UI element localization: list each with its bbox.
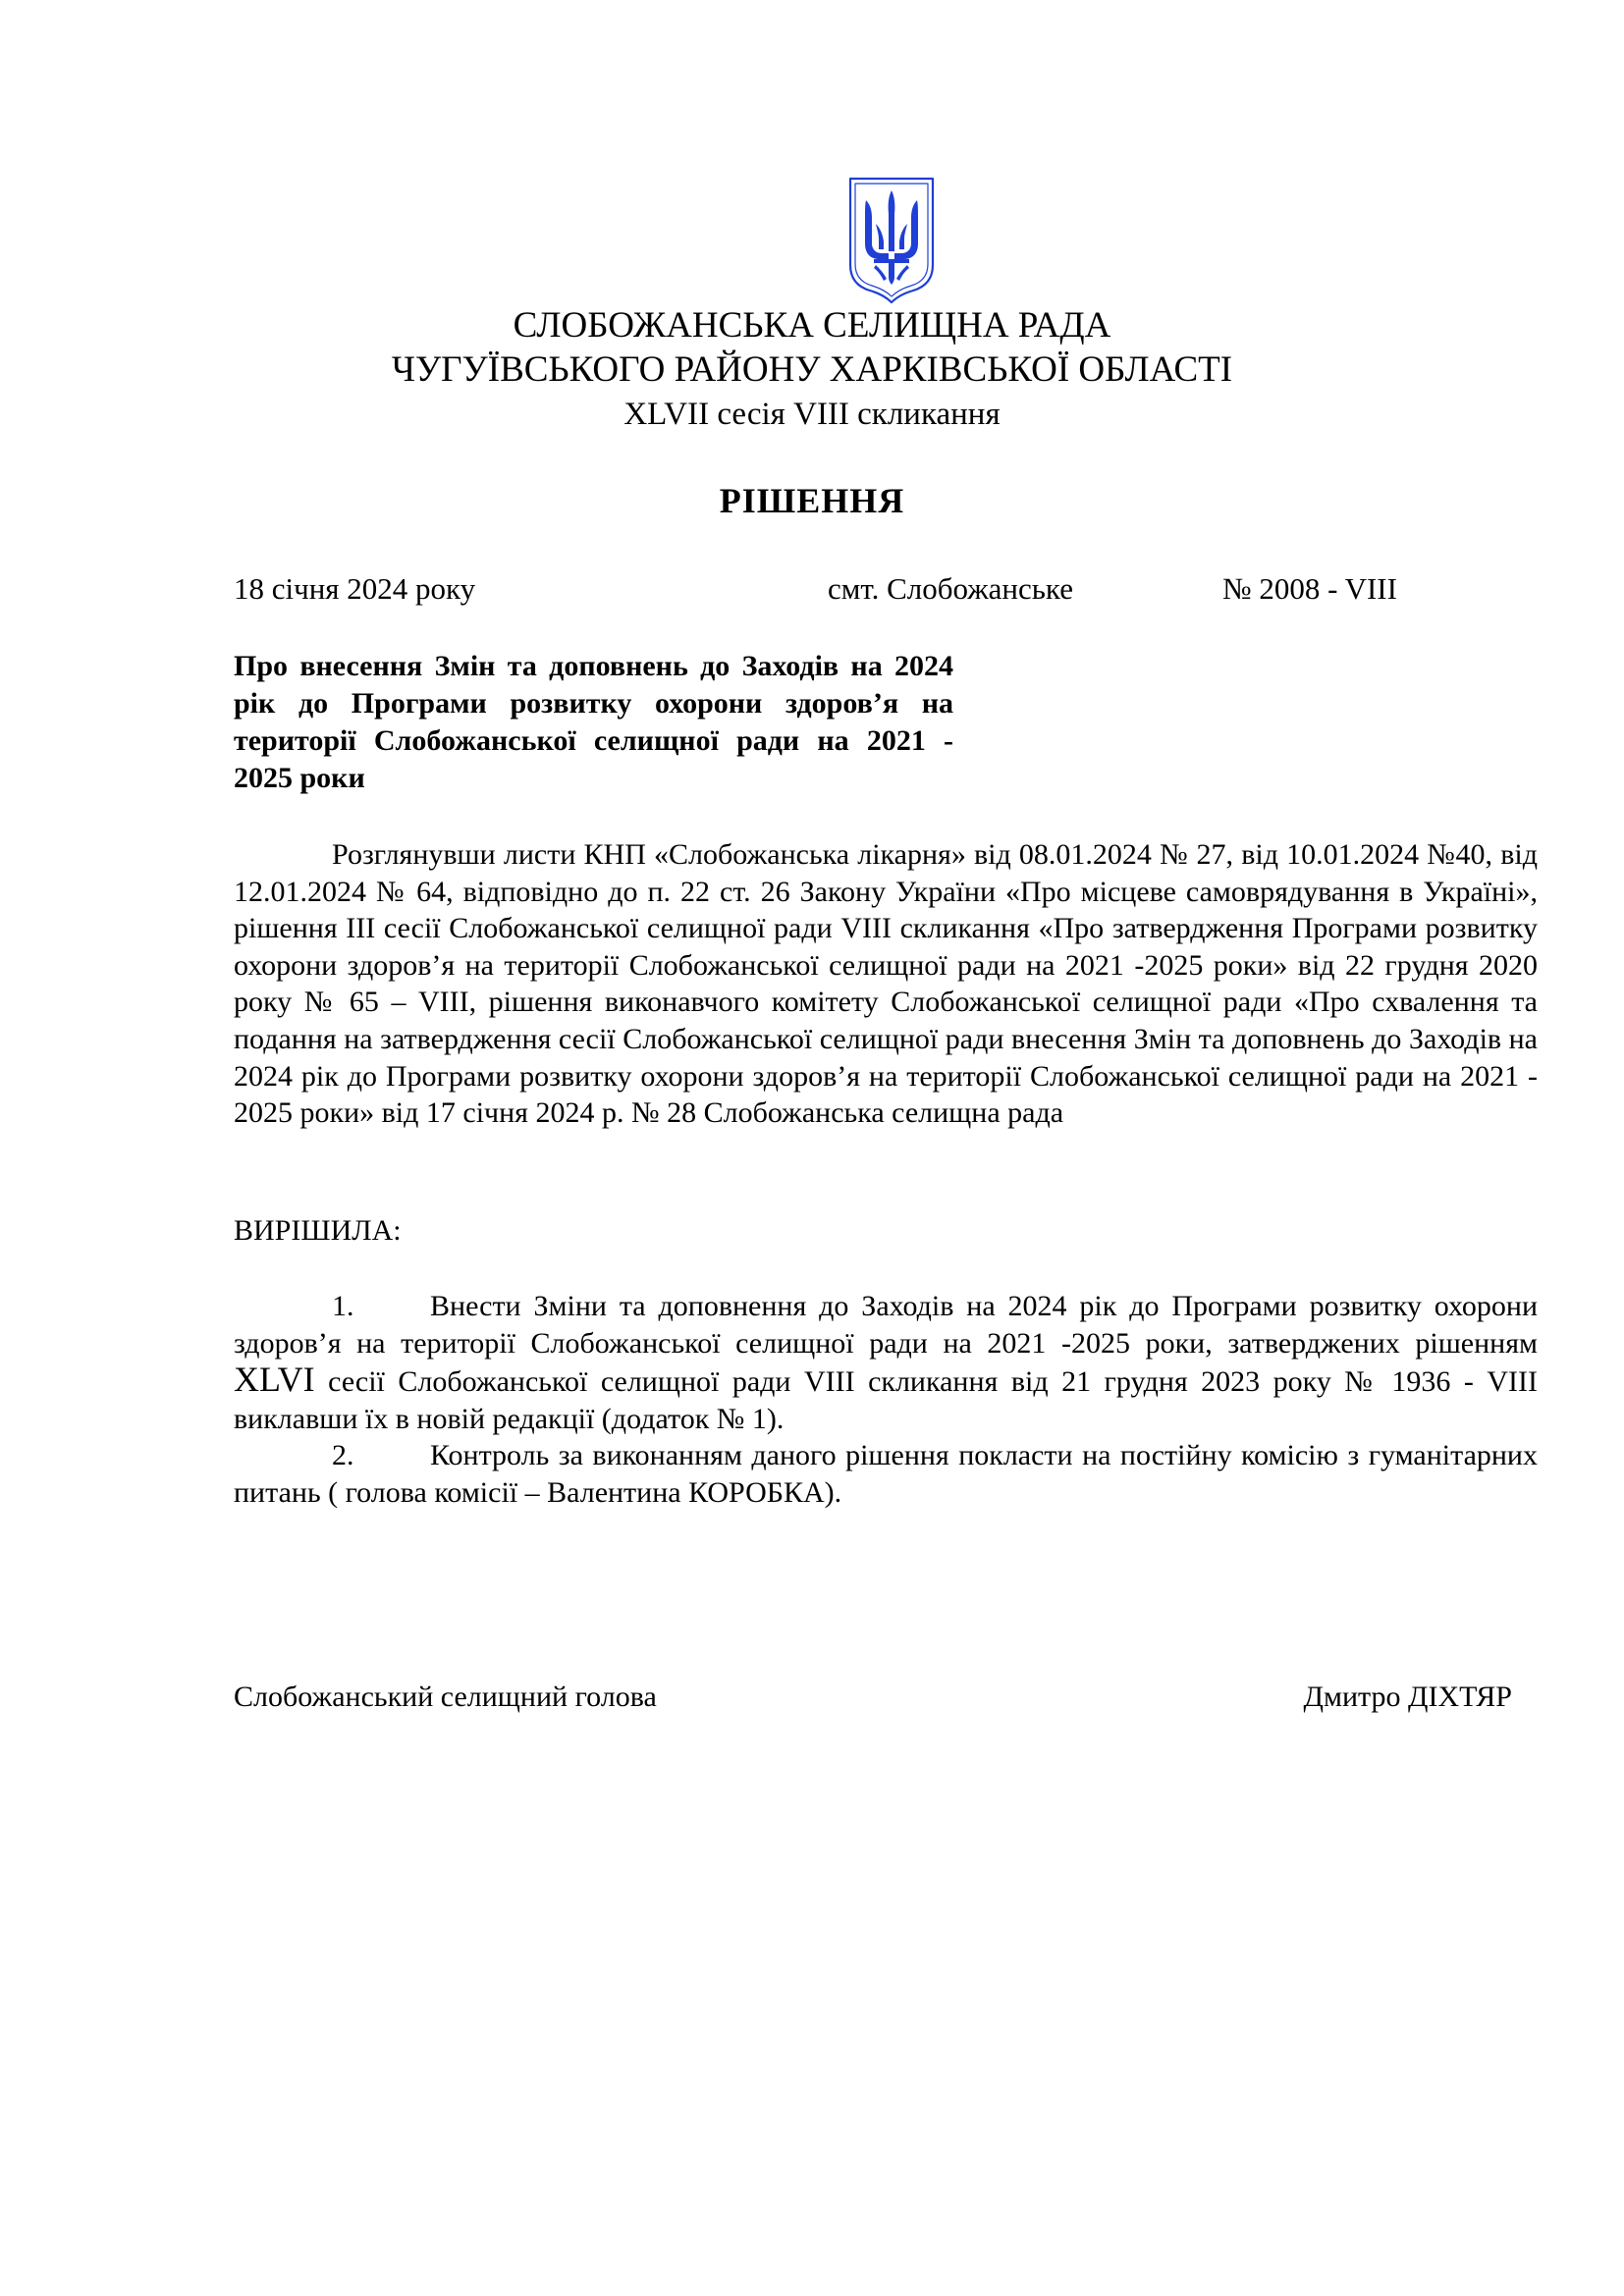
- session-info: XLVII сесія VIII скликання: [623, 397, 1001, 432]
- resolved-label: ВИРІШИЛА:: [234, 1214, 402, 1247]
- item-text: Контроль за виконанням даного рішення покласти на постійну комісію з гуманітарних питань ( голова комісії – Валентина КОРОБКА).: [234, 1439, 1538, 1509]
- council-name: СЛОБОЖАНСЬКА СЕЛИЩНА РАДА: [513, 305, 1111, 346]
- document-title: РІШЕННЯ: [719, 481, 905, 520]
- decision-place: смт. Слобожанське: [828, 571, 1073, 606]
- item-session-roman: XLVI: [234, 1360, 315, 1400]
- signature-name: Дмитро ДІХТЯР: [1303, 1681, 1512, 1713]
- trident-coat-of-arms-icon: [846, 175, 937, 304]
- decision-items: [234, 1288, 1538, 1512]
- decision-item-1: [234, 1288, 1538, 1437]
- decision-date: 18 січня 2024 року: [234, 571, 476, 606]
- preamble-paragraph: Розглянувши листи КНП «Слобожанська лікарня» від 08.01.2024 № 27, від 10.01.2024 №40, від 12.01.2024 № 64, відповідно до п. 22 ст. 26 Закону України «Про місцеве самоврядування в Україні», рішення ІІІ сесії Слобожанської селищної ради VIII скликання «Про затвердження Програми розвитку охорони здоров’я на території Слобожанської селищної ради на 2021 -2025 роки» від 22 грудня 2020 року № 65 – VIII, рішення виконавчого комітету Слобожанської селищної ради «Про схвалення та подання на затвердження сесії Слобожанської селищної ради внесення Змін та доповнень до Заходів на 2024 рік до Програми розвитку охорони здоров’я на території Слобожанської селищної ради на 2021 - 2025 роки» від 17 січня 2024 р. № 28 Слобожанська селищна рада: [234, 838, 1538, 1130]
- decision-item-2: [234, 1437, 1538, 1511]
- council-region: ЧУГУЇВСЬКОГО РАЙОНУ ХАРКІВСЬКОЇ ОБЛАСТІ: [391, 349, 1233, 390]
- signature-position: Слобожанський селищний голова: [234, 1681, 657, 1713]
- decision-subject: Про внесення Змін та доповнень до Заходів на 2024 рік до Програми розвитку охорони здоров’я на території Слобожанської селищної ради на 2021 - 2025 роки: [234, 650, 953, 794]
- item-text-part: сесії Слобожанської селищної ради VIII скликання від 21 грудня 2023 року № 1936 - VIII виклавши їх в новій редакції (додаток № 1).: [234, 1365, 1538, 1435]
- item-number: 1.: [332, 1290, 354, 1322]
- item-text-part: Внести Зміни та доповнення до Заходів на 2024 рік до Програми розвитку охорони здоров’я на території Слобожанської селищної ради на 2021 -2025 роки, затверджених рішенням: [234, 1290, 1538, 1360]
- decision-number: № 2008 - VIII: [1222, 571, 1397, 606]
- item-number: 2.: [332, 1439, 354, 1472]
